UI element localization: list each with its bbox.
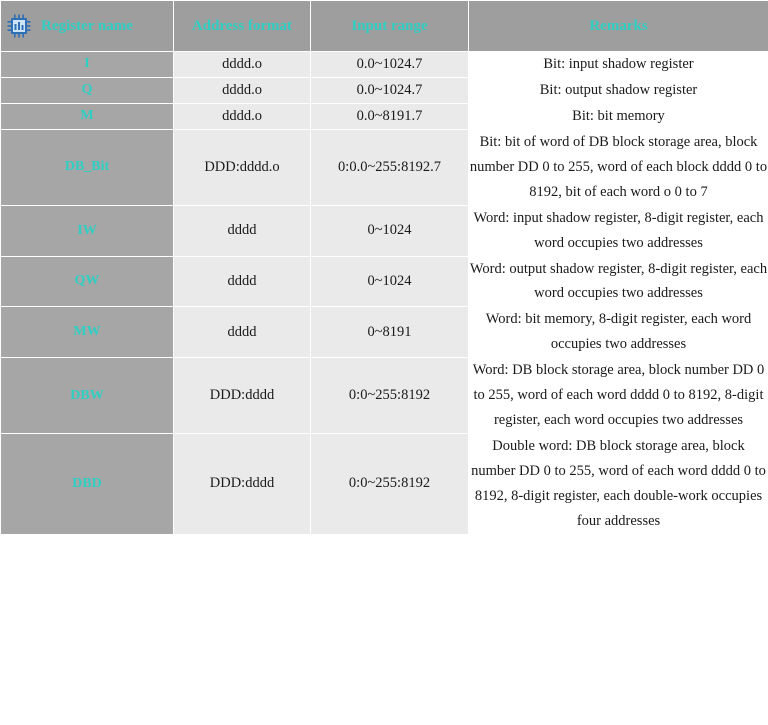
cell-address-format: dddd (174, 256, 311, 307)
table-row (1, 77, 768, 103)
cell-address-format: dddd (174, 307, 311, 358)
cell-input-range: 0.0~1024.7 (311, 77, 469, 103)
cell-address-format: DDD:dddd (174, 434, 311, 535)
cell-input-range: 0.0~8191.7 (311, 103, 469, 129)
table-row (1, 434, 768, 535)
cell-address-format: dddd.o (174, 103, 311, 129)
cell-address-format: DDD:dddd.o (174, 129, 311, 205)
cell-input-range: 0:0.0~255:8192.7 (311, 129, 469, 205)
cell-remarks: Bit: bit memory (469, 103, 768, 129)
table-row (1, 256, 768, 307)
cell-register-name: IW (1, 205, 174, 256)
table-header-row (1, 1, 768, 52)
cell-remarks: Bit: bit of word of DB block storage area, block number DD 0 to 255, word of each block dddd 0 to 8192, bit of each word o 0 to 7 (469, 129, 768, 205)
column-header-input-range: Input range (311, 1, 469, 52)
cell-input-range: 0.0~1024.7 (311, 52, 469, 78)
cell-remarks: Double word: DB block storage area, block number DD 0 to 255, word of each word dddd 0 to 8192, 8-digit register, each double-work occupies four addresses (469, 434, 768, 535)
cell-remarks: Bit: input shadow register (469, 52, 768, 78)
cell-register-name: DBW (1, 358, 174, 434)
table-body (1, 52, 768, 535)
cell-register-name: MW (1, 307, 174, 358)
cell-address-format: dddd.o (174, 77, 311, 103)
cell-input-range: 0~8191 (311, 307, 469, 358)
cell-remarks: Word: output shadow register, 8-digit register, each word occupies two addresses (469, 256, 768, 307)
table-row (1, 358, 768, 434)
cell-address-format: DDD:dddd (174, 358, 311, 434)
cell-register-name: M (1, 103, 174, 129)
plc-chip-icon (6, 13, 32, 39)
column-header-remarks: Remarks (469, 1, 768, 52)
cell-input-range: 0~1024 (311, 256, 469, 307)
table-row (1, 52, 768, 78)
column-header-address-format: Address format (174, 1, 311, 52)
cell-input-range: 0:0~255:8192 (311, 434, 469, 535)
cell-register-name: I (1, 52, 174, 78)
cell-register-name: DB_Bit (1, 129, 174, 205)
cell-address-format: dddd (174, 205, 311, 256)
table-row (1, 129, 768, 205)
cell-remarks: Word: DB block storage area, block number DD 0 to 255, word of each word dddd 0 to 8192, 8-digit register, each word occupies two addresses (469, 358, 768, 434)
cell-register-name: DBD (1, 434, 174, 535)
cell-remarks: Bit: output shadow register (469, 77, 768, 103)
cell-register-name: Q (1, 77, 174, 103)
cell-register-name: QW (1, 256, 174, 307)
table-row (1, 307, 768, 358)
cell-input-range: 0~1024 (311, 205, 469, 256)
cell-address-format: dddd.o (174, 52, 311, 78)
cell-input-range: 0:0~255:8192 (311, 358, 469, 434)
column-header-register-name-label: Register name (41, 17, 133, 34)
cell-remarks: Word: input shadow register, 8-digit register, each word occupies two addresses (469, 205, 768, 256)
cell-remarks: Word: bit memory, 8-digit register, each word occupies two addresses (469, 307, 768, 358)
column-header-register-name (1, 1, 174, 52)
table-row (1, 103, 768, 129)
table-row (1, 205, 768, 256)
